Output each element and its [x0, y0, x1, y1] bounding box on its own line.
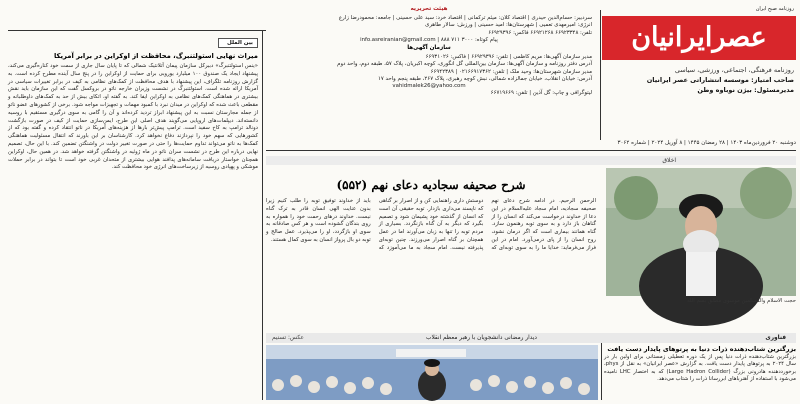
crowd-image: [266, 345, 598, 400]
ads-line: مدیر سازمان شهرستان‌ها: وحید ملک | تلفن: ۰۲۱۶۶۹۱۷۳۶۲ | ۶۶۹۴۲۳۸۹: [430, 68, 592, 75]
column-divider: [601, 333, 602, 400]
newspaper-logo: عصرایرانیان: [602, 16, 796, 60]
section-label: بین الملل: [227, 40, 253, 46]
editorial-line: تلفن: ۶۶۹۲۳۳۴۸ ۶۶۹۲۱۲۶۸ فاکس: ۶۶۹۲۹۳۹۶: [488, 29, 592, 36]
international-article: [8, 52, 258, 400]
masthead-license: صاحب امتیاز: موسسه انتشاراتی عصر ایرانیان: [646, 76, 794, 84]
cleric-photo: [606, 168, 796, 296]
science-body: بزرگترین شتاب‌دهنده ذرات دنیا پس از یک دوره تعطیلی زمستانی برای اولین بار در سال ۲۰۲۴ به پرتوهای پایدار دست یافت. به گزارش «عصر ایرانیان» به نقل از phys، برخورددهنده هادرونی بزرگ (Large Hadron Collider) که به اختصار LHC نامیده می‌شود با استفاده از آهنرباهای ابررسانا ذرات را شتاب می‌دهد.: [604, 353, 796, 383]
article-headline: میراث نهایی استولتنبرگ، محافظت از اوکراین در برابر آمریکا: [53, 52, 258, 60]
masthead-tagline: روزنامه فرهنگی، اجتماعی، ورزشی، سیاسی: [674, 66, 794, 74]
science-headline: بزرگترین شتاب‌دهنده ذرات دنیا به پرتوهای پایدار دست یافت: [607, 345, 796, 353]
international-section-header: [8, 38, 258, 48]
ads-header: سازمان آگهی‌ها: [407, 45, 451, 52]
ads-line: vahidmalek26@yahoo.com: [392, 83, 466, 90]
staff-box: [266, 5, 592, 140]
bottom-section-bar: [266, 333, 796, 343]
editorial-line: info.asreiranian@gmail.com | پیام کوتاه: ۳۰۰۰ ۷۱۱ ۸۸۸: [360, 36, 498, 43]
photo-caption: حجت الاسلام والمسلمین موسوی مطلق بسم الله: [687, 298, 796, 304]
column-divider: [262, 30, 263, 400]
section-label-box: [218, 38, 258, 48]
ads-line: آدرس دفتر روزنامه و سازمان آگهی‌ها: سازمان بین‌المللی گل انگوری، کوچه اکبریان، پلاک ۵۷، طبقه دوم، واحد دوم: [337, 61, 592, 68]
masthead: [600, 6, 796, 94]
science-article: [604, 345, 796, 400]
column-divider: [600, 10, 601, 140]
rule: [8, 30, 266, 31]
masthead-director: مدیرمسئول: بیژن نوباوه وطن: [697, 86, 794, 94]
section-label: فناوری: [765, 335, 786, 341]
editorial-line: انرژی: امیرمهدی تعمیی | شهرستان‌ها: امید حسینی | ورزش: سالار طاهری: [425, 22, 592, 29]
ads-line: مدیر سازمان آگهی‌ها: مریم کاظمی | تلفن: ۶۶۹۲۹۳۹۶ | فاکس: ۶۶۹۳۱۰۲۶: [425, 54, 592, 61]
ads-line: آدرس: خیابان انقلاب، خیابان جمالزاده شمالی، نبش کوچه رهبری، پلاک ۲۶۷، طبقه پنجم واحد ۱۷: [378, 75, 592, 82]
rule: [266, 150, 796, 151]
akhlagh-section-bar: [266, 156, 796, 165]
photo-headline: دیدار رمضانی دانشجویان با رهبر معظم انقلاب: [426, 335, 537, 341]
dateline: دوشنبه ۲۰ فروردین‌ماه ۱۴۰۳ | ۲۸ رمضان ۱۴۴۵ | ۸ آوریل ۲۰۲۴ | شماره ۳۰۶۲: [617, 140, 796, 146]
ads-line: لیتوگرافی و چاپ: گل آذین | تلفن: ۶۶۷۱۹۶۶۹: [490, 90, 592, 97]
masthead-subtitle: روزنامه صبح ایران: [755, 6, 794, 12]
akhlagh-body: الرحمن الرحیم. در ادامه شرح دعای نهم صحیفه سجادیه، امام سجاد علیه‌السلام در این دعا از خداوند درخواست می‌کند که انسان را از گناهان باز دارد و به سوی توبه رهنمون سازد. گناه همانند بیماری است که اگر درمان نشود، روح انسان را از پای درمی‌آورد. امام در این فراز می‌فرماید: خدایا ما را به سوی توبه‌ای که دوستش داری راهنمایی کن و از اصرار بر گناهی که ناپسند می‌داری بازدار. توبه حقیقی آن است که انسان از گذشته خود پشیمان شود و تصمیم بگیرد که دیگر به آن گناه بازنگردد. بسیاری از مردم توبه را تنها به زبان می‌آورند اما در عمل همچنان بر گناه اصرار می‌ورزند. چنین توبه‌ای پذیرفته نیست. امام سجاد به ما می‌آموزد که باید از خداوند توفیق توبه را طلب کنیم زیرا بدون عنایت الهی انسان قادر به ترک گناه نیست. خداوند درهای رحمت خود را همواره به روی بندگان گشوده است و هر کس صادقانه به سوی او بازگردد، او را می‌پذیرد. عمل صالح و توبه دو بال پرواز انسان به سوی کمال هستند.: [266, 198, 596, 251]
article-body: «ینس استولتنبرگ» دبیرکل سازمان پیمان آتلانتیک شمالی که تا پایان سال جاری از سمت خود کناره‌گیری می‌کند، پیشنهاد ایجاد یک صندوق ۱۰۰ میلیارد یورویی برای حمایت از اوکراین را در پنج سال آینده مطرح کرده است. به گزارش روزنامه تلگراف، این پیشنهاد با هدف محافظت از کمک‌های نظامی به کیف در برابر تغییرات سیاسی در آمریکا ارائه شده است. استولتنبرگ در نشست وزیران خارجه ناتو در بروکسل گفت که این سازمان باید نقش بیشتری در هماهنگی کمک‌های نظامی به اوکراین ایفا کند. به گفته او، اتکای بیش از حد به کمک‌های داوطلبانه و مقطعی باعث شده که اوکراین در میدان نبرد با کمبود مهمات و تجهیزات مواجه شود. برخی از کشورهای عضو ناتو از جمله مجارستان نسبت به این پیشنهاد ابراز تردید کرده‌اند و آن را گامی به سوی درگیری مستقیم با روسیه دانسته‌اند. دیپلمات‌های اروپایی می‌گویند هدف اصلی این طرح، ایمن‌سازی حمایت از کیف در صورت بازگشت دونالد ترامپ به کاخ سفید است. ترامپ پیش‌تر بارها از هزینه‌های آمریکا در ناتو انتقاد کرده و گفته بود که از کشورهایی که سهم خود را نپردازند دفاع نخواهد کرد. کارشناسان بر این باورند که انتقال مسئولیت هماهنگی کمک‌ها به ناتو می‌تواند تداوم حمایت‌ها را حتی در صورت تغییر دولت در واشنگتن تضمین کند. با این حال، تصمیم نهایی درباره این طرح در نشست سران ناتو در ماه ژوئیه در واشنگتن گرفته خواهد شد. در همین حال، اوکراین همچنان خواستار دریافت سامانه‌های پدافند هوایی بیشتری از متحدان غربی خود است تا بتواند در برابر حملات موشکی و پهپادی روسیه از زیرساخت‌های انرژی خود محافظت کند.: [8, 63, 258, 171]
akhlagh-title: شرح صحیفه سجادیه دعای نهم (۵۵۲): [336, 178, 526, 192]
editorial-header: هیئت تحریریه: [410, 6, 448, 12]
portrait-image: [606, 168, 796, 296]
photo-credit: عکس: تسنیم: [272, 335, 304, 341]
editorial-line: سردبیر: حسام‌الدین حیدری | اقتصاد کلان: میثم ترکمانی | اقتصاد خرد: سید علی حسینی | جامعه: محمودرضا زارع: [338, 15, 592, 22]
leader-meeting-photo: [266, 345, 598, 400]
section-label: اخلاق: [662, 157, 676, 164]
